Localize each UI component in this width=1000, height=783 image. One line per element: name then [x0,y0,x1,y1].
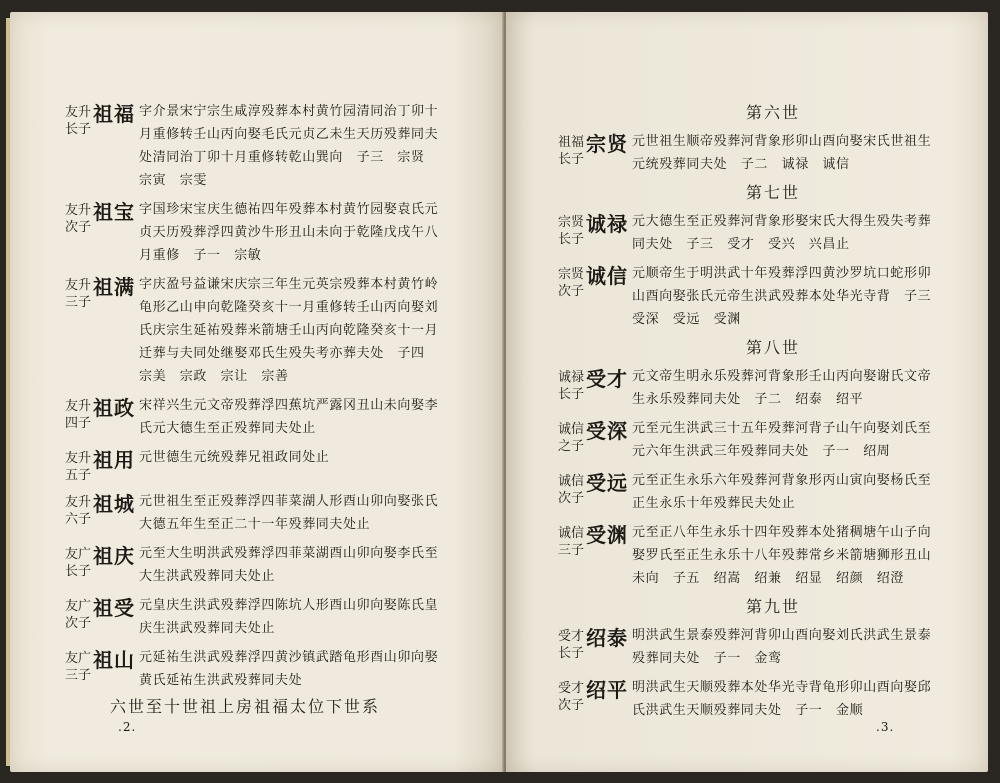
person-name: 祖用 [93,448,135,472]
person-name: 诚信 [586,264,628,288]
biography [632,417,978,463]
relation-label [65,104,93,138]
biography-line: 字介景宋宁宗生咸淳殁葬本村黄竹园清同治丁卯十 [139,104,439,119]
genealogy-entry [558,130,978,176]
relation-line: 祖福 [558,135,585,150]
genealogy-entry [65,542,485,588]
relation-line: 友广 [65,651,92,666]
relation-line: 友升 [65,451,92,466]
biography [632,130,978,176]
left-page [10,12,504,772]
genealogy-entry [65,273,485,388]
genealogy-entry [558,624,978,670]
relation-label [558,214,586,248]
biography-line: 娶罗氏至正生永乐十八年殁葬常乡米箭塘狮形丑山 [632,548,932,563]
relation-label [558,628,586,662]
relation-line: 友升 [65,399,92,414]
genealogy-entry [65,394,485,440]
relation-label [558,680,586,714]
biography [139,394,485,440]
biography [139,490,485,536]
biography-line: 元统殁葬同夫处 子二 诚禄 诚信 [632,157,850,172]
biography-line: 元至正八年生永乐十四年殁葬本处猪稠塘午山子向 [632,525,932,540]
biography-line: 正生永乐十年殁葬民夫处止 [632,496,796,511]
relation-line: 五子 [65,468,92,483]
genealogy-entry [65,100,485,192]
person-name: 祖城 [93,492,135,516]
relation-line: 友升 [65,495,92,510]
biography [139,446,485,469]
biography [139,198,485,267]
person-name: 绍泰 [586,626,628,650]
relation-line: 长子 [558,152,585,167]
relation-label [558,369,586,403]
person-name: 宗贤 [586,132,628,156]
genealogy-entry [65,446,485,484]
relation-line: 友升 [65,278,92,293]
relation-line: 长子 [558,646,585,661]
genealogy-entry [558,521,978,590]
left-page-content [65,100,485,698]
biography-line: 山酉向娶张氏元帝生洪武殁葬本处华光寺背 子三 [632,289,932,304]
biography [632,262,978,331]
biography-line: 迁葬与夫同处继娶邓氏生殁失考亦葬夫处 子四 [139,346,425,361]
genealogy-entry [65,198,485,267]
relation-line: 次子 [65,616,92,631]
relation-line: 宗贤 [558,267,585,282]
biography [139,594,485,640]
relation-line: 诚信 [558,422,585,437]
relation-line: 诚禄 [558,370,585,385]
person-name: 受才 [586,367,628,391]
relation-line: 六子 [65,512,92,527]
biography [632,469,978,515]
relation-line: 之子 [558,439,585,454]
biography-line: 大德五年生至正二十一年殁葬同夫处止 [139,517,371,532]
genealogy-entry [558,469,978,515]
genealogy-entry [65,646,485,692]
person-name: 祖福 [93,102,135,126]
relation-line: 次子 [558,698,585,713]
person-name: 祖满 [93,275,135,299]
person-name: 祖庆 [93,544,135,568]
relation-line: 次子 [65,220,92,235]
genealogy-entry [558,210,978,256]
page-number-right: .3. [876,720,895,734]
biography-line: 元顺帝生于明洪武十年殁葬浮四黄沙罗坑口蛇形卯 [632,266,932,281]
biography-line: 月重修转壬山丙向娶毛氏元贞乙未生天历殁葬同夫 [139,127,439,142]
genealogy-entry [558,365,978,411]
right-page [506,12,988,772]
person-name: 受远 [586,471,628,495]
relation-label [558,134,586,168]
relation-line: 受才 [558,629,585,644]
biography-line: 元大德生至正殁葬河背象形娶宋氏大得生殁失考葬 [632,214,932,229]
relation-label [65,277,93,311]
relation-line: 长子 [558,387,585,402]
biography-line: 同夫处 子三 受才 受兴 兴昌止 [632,237,850,252]
relation-line: 长子 [65,122,92,137]
person-name: 诚禄 [586,212,628,236]
relation-line: 友广 [65,599,92,614]
biography-line: 受深 受远 受渊 [632,312,741,327]
relation-line: 友广 [65,547,92,562]
biography-line: 元文帝生明永乐殁葬河背象形壬山丙向娶谢氏文帝 [632,369,932,384]
biography-line: 氏庆宗生延祐殁葬米箭塘壬山丙向乾隆癸亥十一月 [139,323,439,338]
genealogy-entry [558,676,978,722]
section-caption: 六世至十世祖上房祖福太位下世系 [110,697,381,716]
biography-line: 字庆盈号益谦宋庆宗三年生元英宗殁葬本村黄竹岭 [139,277,439,292]
relation-line: 诚信 [558,474,585,489]
page-number-left: .2. [118,720,137,734]
biography [139,100,485,192]
person-name: 受深 [586,419,628,443]
biography-line: 氏元大德生至正殁葬同夫处止 [139,421,316,436]
biography-line: 元世祖生至正殁葬浮四菲菜湖人形酉山卯向娶张氏 [139,494,439,509]
relation-line: 宗贤 [558,215,585,230]
relation-line: 友升 [65,203,92,218]
biography-line: 宗美 宗政 宗让 宗善 [139,369,289,384]
biography [632,210,978,256]
relation-line: 长子 [558,232,585,247]
relation-line: 长子 [65,564,92,579]
biography [139,273,485,388]
person-name: 受渊 [586,523,628,547]
biography-line: 字国珍宋宝庆生德祐四年殁葬本村黄竹园娶袁氏元 [139,202,439,217]
relation-line: 四子 [65,416,92,431]
relation-label [65,598,93,632]
generation-heading: 第六世 [745,103,800,122]
biography [632,624,978,670]
biography-line: 元至正生永乐六年殁葬河背象形丙山寅向娶杨氏至 [632,473,932,488]
biography-line: 明洪武生天顺殁葬本处华光寺背龟形卯山酉向娶邱 [632,680,932,695]
biography-line: 元至元生洪武三十五年殁葬河背子山午向娶刘氏至 [632,421,932,436]
relation-label [558,266,586,300]
genealogy-entry [558,262,978,331]
relation-line: 诚信 [558,526,585,541]
biography-line: 氏洪武生天顺殁葬同夫处 子一 金顺 [632,703,864,718]
genealogy-entry [65,490,485,536]
biography-line: 宋祥兴生元文帝殁葬浮四蕉坑严露冈丑山未向娶李 [139,398,439,413]
relation-line: 三子 [558,543,585,558]
biography [632,521,978,590]
biography-line: 处清同治丁卯十月重修转乾山巽向 子三 宗贤 [139,150,425,165]
relation-label [558,421,586,455]
relation-label [65,546,93,580]
relation-label [65,650,93,684]
biography-line: 元至大生明洪武殁葬浮四菲菜湖酉山卯向娶李氏至 [139,546,439,561]
biography [632,365,978,411]
relation-line: 次子 [558,284,585,299]
genealogy-entry [558,417,978,463]
biography-line: 生永乐殁葬同夫处 子二 绍泰 绍平 [632,392,864,407]
biography-line: 庆生洪武殁葬同夫处止 [139,621,276,636]
person-name: 祖政 [93,396,135,420]
relation-label [65,202,93,236]
biography-line: 元延祐生洪武殁葬浮四黄沙镇武踏龟形酉山卯向娶 [139,650,439,665]
generation-heading: 第九世 [745,597,800,616]
biography-line: 元六年生洪武三年殁葬同夫处 子一 绍周 [632,444,891,459]
biography-line: 元皇庆生洪武殁葬浮四陈坑人形酉山卯向娶陈氏皇 [139,598,439,613]
biography-line: 龟形乙山申向乾隆癸亥十一月重修转壬山丙向娶刘 [139,300,439,315]
person-name: 绍平 [586,678,628,702]
person-name: 祖受 [93,596,135,620]
biography-line: 殁葬同夫处 子一 金鸾 [632,651,782,666]
relation-line: 三子 [65,668,92,683]
biography [139,646,485,692]
relation-line: 受才 [558,681,585,696]
relation-label [65,450,93,484]
relation-label [65,398,93,432]
relation-line: 友升 [65,105,92,120]
biography-line: 明洪武生景泰殁葬河背卯山酉向娶刘氏洪武生景泰 [632,628,932,643]
biography-line: 月重修 子一 宗敏 [139,248,262,263]
biography-line: 宗寅 宗雯 [139,173,208,188]
biography-line: 未向 子五 绍嵩 绍兼 绍显 绍颜 绍澄 [632,571,905,586]
person-name: 祖山 [93,648,135,672]
biography-line: 元世德生元统殁葬兄祖政同处止 [139,450,330,465]
relation-label [65,494,93,528]
biography-line: 贞天历殁葬浮四黄沙牛形丑山未向于乾隆戊戌午八 [139,225,439,240]
relation-label [558,525,586,559]
biography [632,676,978,722]
biography [139,542,485,588]
person-name: 祖宝 [93,200,135,224]
relation-line: 三子 [65,295,92,310]
relation-line: 次子 [558,491,585,506]
relation-label [558,473,586,507]
right-page-content [558,100,978,728]
genealogy-entry [65,594,485,640]
biography-line: 黄氏延祐生洪武殁葬同夫处 [139,673,303,688]
biography-line: 大生洪武殁葬同夫处止 [139,569,276,584]
generation-heading: 第八世 [745,338,800,357]
generation-heading: 第七世 [745,183,800,202]
biography-line: 元世祖生顺帝殁葬河背象形卯山酉向娶宋氏世祖生 [632,134,932,149]
